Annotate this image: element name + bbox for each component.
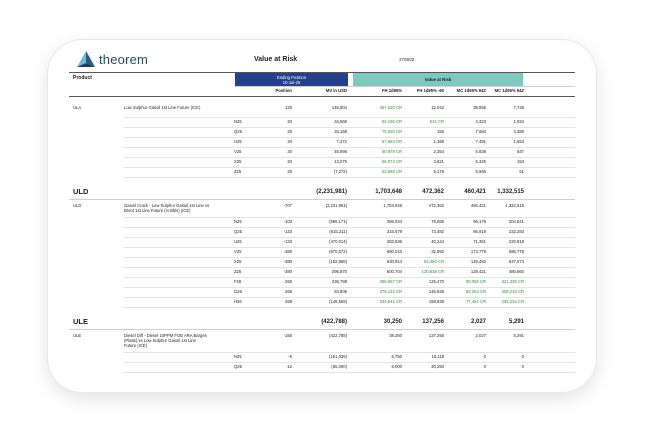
tenor-row: [69, 217, 575, 227]
cell-mc1: 83,264 CR: [465, 289, 486, 294]
cell-position: -156: [283, 333, 292, 338]
product-row: [69, 103, 575, 113]
cell-mc2: 220,918: [508, 239, 524, 244]
cell-fh60: 125,470: [428, 279, 444, 284]
cell-mc2: 204,841: [508, 219, 524, 224]
tenor-row: [69, 362, 575, 372]
row-divider: [124, 177, 575, 178]
cell-mv: 296,870: [331, 269, 347, 274]
tenor-label: F26: [234, 279, 242, 284]
product-name-line: Low Sulphur Gasoil 1st Line Future (ICE): [124, 105, 201, 110]
cell-mv: (470,014): [329, 239, 347, 244]
theorem-triangle-logo-icon: [77, 51, 95, 67]
cell-mc2: 308,210 CR: [501, 289, 524, 294]
cell-mv: (161,038): [329, 354, 347, 359]
cell-position: 20: [287, 159, 292, 164]
tenor-label: Q25: [234, 229, 242, 234]
cell-mv: (2,231,981): [316, 189, 347, 195]
cell-fh60: 150: [437, 129, 444, 134]
column-header-mc2: MC 1d95% 94Z: [494, 88, 524, 93]
brand-name: theorem: [99, 51, 149, 67]
product-name: [124, 105, 200, 115]
cell-mc1: 96,176: [473, 219, 486, 224]
cell-fh: 1,703,648: [383, 203, 402, 208]
group-code: ULD: [73, 187, 89, 196]
cell-position: 20: [287, 169, 292, 174]
cell-fh60: 1,366: [433, 139, 444, 144]
cell-mc1: 0: [483, 364, 486, 369]
tenor-row: [69, 267, 575, 277]
cell-position: -12: [285, 364, 292, 369]
cell-position: 268: [285, 299, 292, 304]
cell-mv: 7,272: [336, 139, 347, 144]
cell-fh: 56,074 CR: [381, 159, 402, 164]
cell-fh: 84,196 CR: [381, 119, 402, 124]
cell-mc1: 7,491: [475, 139, 486, 144]
row-divider: [69, 199, 575, 200]
tenor-label: G26: [234, 289, 242, 294]
row-divider: [124, 307, 575, 308]
group-code: ULE: [73, 317, 88, 326]
product-name-line: Brent 1st Line Future (in Bbls) (ICE): [124, 208, 191, 213]
row-divider: [69, 329, 575, 330]
cell-fh60: 73,482: [431, 229, 444, 234]
cell-position: 20: [287, 139, 292, 144]
cell-position: 20: [287, 129, 292, 134]
tenor-row: [69, 147, 575, 157]
cell-mc2: 7,748: [513, 105, 524, 110]
tenor-label: X25: [234, 159, 242, 164]
tenor-row: [69, 157, 575, 167]
cell-position: 20: [287, 149, 292, 154]
cell-fh60: 130,838 CR: [421, 269, 444, 274]
cell-fh: 600,704: [386, 269, 402, 274]
tenor-row: [69, 297, 575, 307]
cell-fh60: 3,621: [433, 159, 444, 164]
report-topbar: [69, 47, 575, 73]
cell-mc1: 460,421: [464, 189, 486, 195]
cell-mc1: 2,027: [475, 333, 486, 338]
cell-mc2: 1,653: [513, 139, 524, 144]
cell-fh: 630,914: [386, 259, 402, 264]
cell-fh: 67,664 CR: [381, 139, 402, 144]
cell-mc2: 3,380: [513, 129, 524, 134]
cell-fh: 396,667 CR: [379, 279, 402, 284]
cell-mv: 84,806: [334, 289, 347, 294]
tenor-label: X25: [234, 259, 242, 264]
cell-fh: 6,750: [391, 354, 402, 359]
cell-mc2: 1,934: [513, 119, 524, 124]
cell-fh: 30,250: [383, 319, 402, 325]
cell-mv: (615,211): [329, 229, 347, 234]
cell-position: -707: [283, 203, 292, 208]
cell-mc2: 586,776: [508, 249, 524, 254]
cell-mc2: 5,291: [508, 319, 524, 325]
cell-position: 268: [285, 289, 292, 294]
cell-mv: (670,572): [329, 249, 347, 254]
cell-mc2: 61: [519, 169, 524, 174]
tenor-label: Q25: [234, 364, 242, 369]
cell-mv: 236,788: [331, 279, 347, 284]
ending-position-header: [235, 73, 348, 87]
cell-mc1: 6,325: [475, 159, 486, 164]
cell-fh: 283,636: [386, 239, 402, 244]
column-header-mv: MV in USD: [325, 88, 347, 93]
cell-mc1: 0: [483, 354, 486, 359]
cell-mc1: 4,323: [475, 119, 486, 124]
report-id: 376602: [399, 57, 415, 62]
cell-mv: 45,696: [334, 149, 347, 154]
cell-fh60: 40,244: [431, 239, 444, 244]
cell-position: -380: [283, 249, 292, 254]
cell-mv: (422,788): [321, 319, 347, 325]
report-title: Value at Risk: [254, 56, 298, 63]
cell-mc2: 480,660: [508, 269, 524, 274]
column-header-fh: FH 1d95%: [381, 88, 402, 93]
cell-position: -103: [283, 219, 292, 224]
cell-position: 268: [285, 279, 292, 284]
cell-mc2: 537,074: [508, 259, 524, 264]
cell-mv: (152,868): [329, 259, 347, 264]
tenor-row: [69, 117, 575, 127]
tenor-row: [69, 137, 575, 147]
cell-position: -133: [283, 229, 292, 234]
product-code: ULE: [73, 333, 82, 338]
cell-mv: (2,231,981): [325, 203, 347, 208]
cell-mc2: 232,283: [508, 229, 524, 234]
cell-mc1: 38,855: [473, 105, 486, 110]
cell-fh: 316,679: [386, 229, 402, 234]
cell-mc2: 0: [521, 354, 524, 359]
report-screen: [69, 47, 575, 377]
tenor-row: [69, 127, 575, 137]
tenor-label: N25: [234, 354, 242, 359]
cell-mv: (422,788): [329, 333, 347, 338]
ending-position-date: 10-Jul-25: [282, 80, 301, 85]
cell-fh60: 5,179: [433, 169, 444, 174]
cell-mv: (146,559): [329, 299, 347, 304]
product-name: [124, 333, 207, 348]
tenor-label: Z25: [234, 169, 242, 174]
cell-fh: 344,541 CR: [379, 299, 402, 304]
cell-fh60: 472,362: [428, 203, 444, 208]
cell-fh: 52,968 CR: [381, 169, 402, 174]
cell-mc2: 547: [517, 149, 524, 154]
tenor-row: [69, 237, 575, 247]
cell-fh60: 12,042: [431, 105, 444, 110]
cell-mc1: 77,452 CR: [465, 299, 486, 304]
cell-fh60: 15,118: [431, 354, 444, 359]
cell-fh60: 20,250: [431, 364, 444, 369]
cell-fh60: 79,085: [431, 219, 444, 224]
column-header-position: Position: [275, 88, 292, 93]
cell-mv: 146,504: [331, 105, 347, 110]
cell-fh60: 472,362: [422, 189, 444, 195]
cell-fh: 690,010: [386, 249, 402, 254]
tenor-label: Q25: [234, 129, 242, 134]
cell-fh: 38,250: [389, 333, 402, 338]
cell-mc1: 5,965: [475, 169, 486, 174]
cell-mc2: 1,332,515: [505, 203, 524, 208]
cell-fh: 60,978 CR: [381, 149, 402, 154]
product-code: ULD: [73, 203, 82, 208]
brand-logo: [77, 51, 148, 67]
cell-mc1: 149,482: [470, 259, 486, 264]
cell-mc2: 0: [521, 364, 524, 369]
cell-position: 120: [285, 105, 292, 110]
tenor-row: [69, 247, 575, 257]
product-row: [69, 331, 575, 348]
cell-mc2: 294,234 CR: [501, 299, 524, 304]
cell-mc1: 90,069 CR: [465, 279, 486, 284]
tenor-label: U25: [234, 139, 242, 144]
ending-position-title: Ending Position: [276, 75, 307, 80]
cell-mc1: 129,421: [470, 269, 486, 274]
tenor-row: [69, 257, 575, 267]
cell-mc1: 2,027: [470, 319, 486, 325]
tenor-label: N25: [234, 119, 242, 124]
product-name: [124, 203, 209, 213]
product-name-line: Gasoil Crack - Low Sulphur Gasoil 1st Line vs: [124, 203, 210, 208]
product-row: [69, 201, 575, 213]
cell-fh60: 2,354: [433, 149, 444, 154]
cell-fh: 397,020 CR: [379, 105, 402, 110]
cell-mv: 33,168: [334, 129, 347, 134]
cell-fh60: 158,829: [428, 299, 444, 304]
cell-mc2: 321,335 CR: [501, 279, 524, 284]
cell-mc2: 1,332,515: [497, 189, 524, 195]
cell-fh: 286,034: [386, 219, 402, 224]
tenor-row: [69, 277, 575, 287]
tenor-label: Z25: [234, 269, 242, 274]
cell-mv: (7,272): [333, 169, 347, 174]
cell-fh60: 53,380 CR: [423, 259, 444, 264]
cell-position: -380: [283, 269, 292, 274]
product-name-line: Diesel Diff - Diesel 10PPM FOB ARA Barges: [124, 333, 207, 338]
column-header-mc1: MC 1d95% 94Z: [456, 88, 486, 93]
cell-mc1: 71,351: [473, 239, 486, 244]
tenor-label: V25: [234, 149, 242, 154]
product-column-header: Product: [73, 75, 92, 81]
group-total-row: [69, 316, 575, 328]
tenor-label: H26: [234, 299, 242, 304]
cell-fh60: 146,848: [428, 289, 444, 294]
column-header-fh60: FH 1d95% -60: [416, 88, 444, 93]
tenor-label: N25: [234, 219, 242, 224]
tenor-row: [69, 167, 575, 177]
product-name-line: (Platts) vs Low Sulphur Gasoil 1st Line: [124, 338, 196, 343]
value-at-risk-header: Value at Risk: [353, 73, 523, 87]
product-code: ULA: [73, 105, 82, 110]
group-total-row: [69, 186, 575, 198]
cell-mc1: 174,779: [470, 249, 486, 254]
cell-mc1: 460,421: [470, 203, 486, 208]
header-bottom-rule: [69, 96, 575, 97]
cell-position: -9: [288, 354, 292, 359]
cell-mc2: 5,291: [513, 333, 524, 338]
tenor-row: [69, 287, 575, 297]
cell-fh: 6,000: [391, 364, 402, 369]
cell-mv: (65,000): [331, 364, 347, 369]
cell-mv: 13,070: [334, 159, 347, 164]
cell-position: 20: [287, 119, 292, 124]
column-header-row: [69, 86, 575, 96]
cell-mc1: 7,684: [475, 129, 486, 134]
cell-mv: 34,566: [334, 119, 347, 124]
cell-fh60: 137,256: [428, 333, 444, 338]
tenor-label: U25: [234, 239, 242, 244]
cell-position: -380: [283, 259, 292, 264]
cell-mc1: 86,919: [473, 229, 486, 234]
cell-fh60: 137,256: [422, 319, 444, 325]
cell-fh60: 32,992: [431, 249, 444, 254]
cell-position: -133: [283, 239, 292, 244]
tenor-label: V25: [234, 249, 242, 254]
cell-fh60: 531 CR: [429, 119, 444, 124]
cell-fh: 75,050 CR: [381, 129, 402, 134]
cell-mv: (586,171): [329, 219, 347, 224]
cell-mc1: 6,838: [475, 149, 486, 154]
cell-fh: 1,703,648: [375, 189, 402, 195]
product-name-line: Future (ICE): [124, 343, 148, 348]
row-divider: [124, 372, 575, 373]
tenor-row: [69, 227, 575, 237]
cell-fh: 376,121 CR: [379, 289, 402, 294]
cell-mc2: 153: [517, 159, 524, 164]
tenor-row: [69, 352, 575, 362]
